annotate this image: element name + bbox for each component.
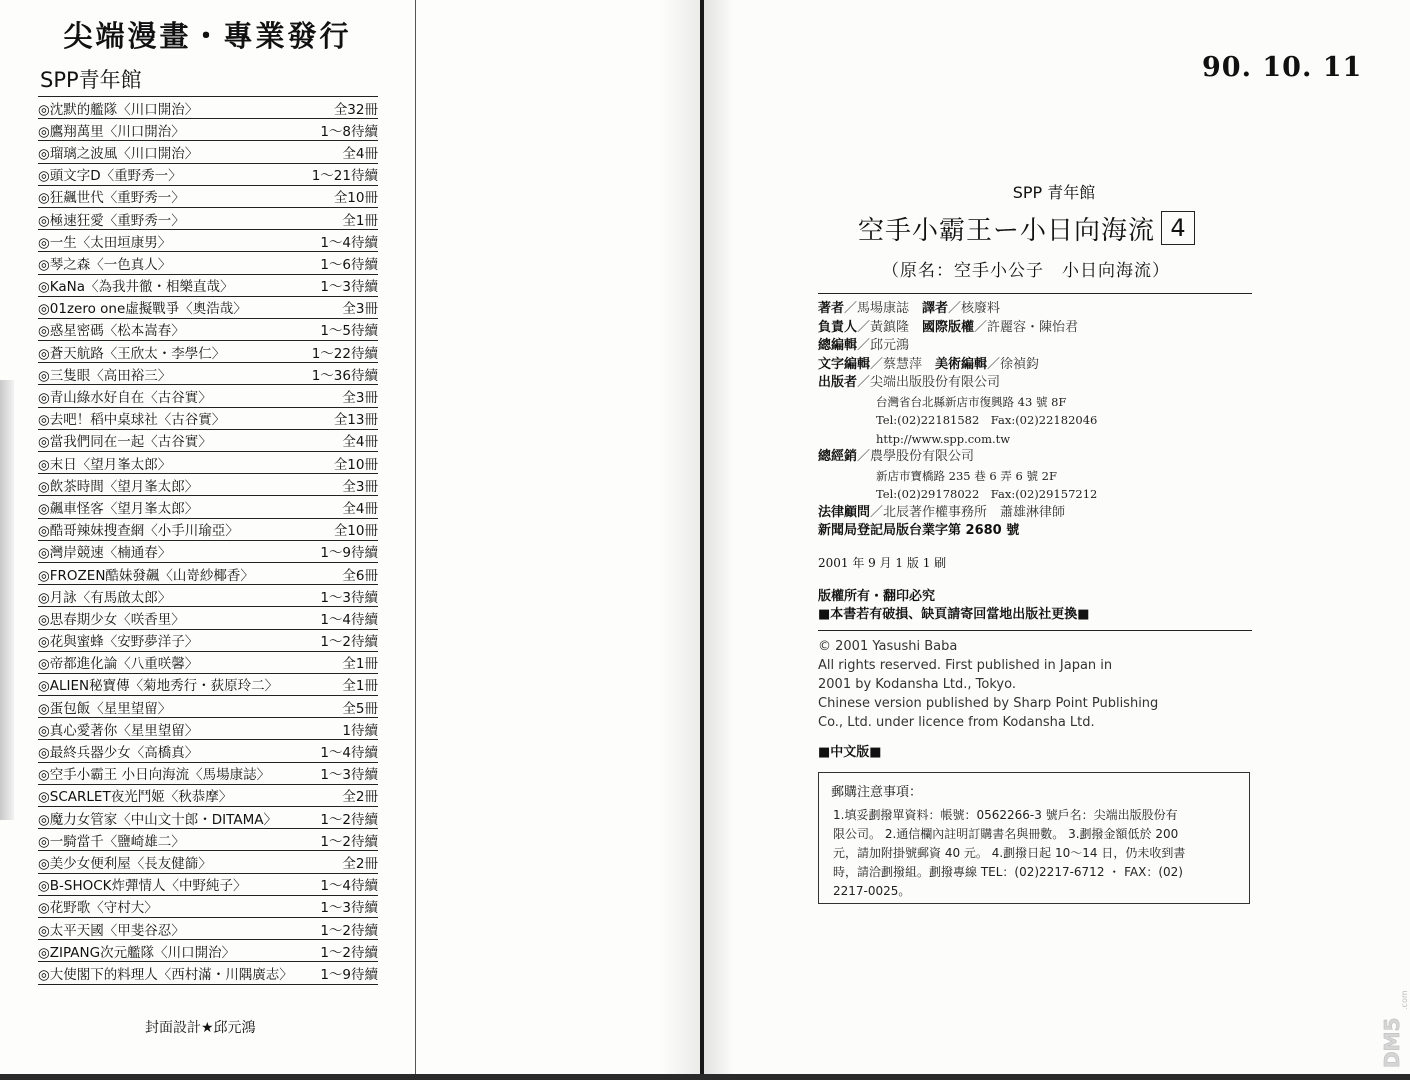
order-notice-box xyxy=(818,772,1250,904)
title-list-item xyxy=(38,385,378,407)
copyright-line: All rights reserved. First published in Japan in xyxy=(818,658,1113,673)
title-status: 全10冊 xyxy=(333,190,378,207)
credit-label: 國際版權 xyxy=(922,319,975,335)
order-notice-line: 時，請洽劃撥組。劃撥專線 TEL：(02)2217-6712 ・ FAX：(02) xyxy=(833,865,1183,879)
title-name: ◎魔力女管家〈中山文十郎・DITAMA〉 xyxy=(38,811,277,828)
title-status: 1～3待續 xyxy=(320,589,378,606)
title-name: ◎極速狂愛〈重野秀一〉 xyxy=(38,212,185,229)
title-name: ◎去吧！稻中桌球社〈古谷實〉 xyxy=(38,412,226,429)
title-list-item xyxy=(38,408,378,430)
title-status: 全32冊 xyxy=(333,101,378,118)
credit-label: 總經銷 xyxy=(818,449,858,464)
title-list-item xyxy=(38,918,378,940)
title-name: ◎蛋包飯〈星里望留〉 xyxy=(38,700,172,717)
book-title: 空手小霸王ー小日向海流 xyxy=(858,215,1156,246)
title-status: 1～22待續 xyxy=(311,345,378,362)
title-list-item xyxy=(38,319,378,341)
title-list-item xyxy=(38,785,378,807)
title-status: 1～21待續 xyxy=(311,168,378,185)
title-status: 全3冊 xyxy=(342,390,378,407)
title-list-item xyxy=(38,585,378,607)
edition-line: 2001 年 9 月 1 版 1 刷 xyxy=(818,556,947,570)
title-name: ◎KaNa〈為我井徹・相樂直哉〉 xyxy=(38,279,234,296)
title-status: 全10冊 xyxy=(333,456,378,473)
title-status: 全4冊 xyxy=(342,434,378,451)
rights-line: 版權所有・翻印必究 xyxy=(818,589,936,604)
title-name: ◎灣岸競速〈楠通春〉 xyxy=(38,545,172,562)
title-list-item xyxy=(38,541,378,563)
imprint-heading: SPP青年館 xyxy=(40,68,142,92)
order-notice-text xyxy=(833,806,1239,901)
title-name: ◎惑星密碼〈松本嵩春〉 xyxy=(38,323,185,340)
title-name: ◎美少女便利屋〈長友健篩〉 xyxy=(38,855,212,872)
title-status: 全2冊 xyxy=(342,789,378,806)
right-page xyxy=(704,0,1410,1080)
title-list-item xyxy=(38,763,378,785)
title-name: ◎花野歌〈守村大〉 xyxy=(38,900,158,917)
title-list-item xyxy=(38,718,378,740)
title-list-item xyxy=(38,452,378,474)
title-status: 全1冊 xyxy=(342,212,378,229)
title-list-item xyxy=(38,874,378,896)
title-name: ◎一騎當千〈鹽崎雄二〉 xyxy=(38,833,185,850)
original-title: （原名：空手小公子 小日向海流） xyxy=(882,261,1170,281)
gutter-shadow xyxy=(704,0,734,1080)
title-list-item xyxy=(38,740,378,762)
dm5-watermark-logo xyxy=(1369,940,1409,1070)
title-status: 全4冊 xyxy=(342,500,378,517)
title-list-item xyxy=(38,851,378,873)
title-status: 1～2待續 xyxy=(320,811,378,828)
credit-label: 美術編輯 xyxy=(935,356,988,372)
left-page xyxy=(0,0,700,1080)
credit-value: ／蔡慧萍 xyxy=(870,356,936,372)
title-status: 1～4待續 xyxy=(320,611,378,628)
title-status: 1～3待續 xyxy=(320,767,378,784)
divider xyxy=(818,630,1252,631)
distributor-address-line: Tel:(02)29178022 Fax:(02)29157212 xyxy=(876,487,1098,501)
title-list-item xyxy=(38,807,378,829)
credit-label: 譯者 xyxy=(922,301,949,316)
divider xyxy=(818,293,1252,294)
title-list-item xyxy=(38,674,378,696)
title-list-item xyxy=(38,630,378,652)
title-status: 1～4待續 xyxy=(320,878,378,895)
distributor-address-line: 新店市寶橋路 235 巷 6 弄 6 號 2F xyxy=(876,468,1057,483)
title-name: ◎月詠〈有馬啟太郎〉 xyxy=(38,589,172,606)
publisher-address-line: 台灣省台北縣新店市復興路 43 號 8F xyxy=(876,394,1067,409)
title-list-item xyxy=(38,119,378,141)
title-name: ◎SCARLET夜光鬥姬〈秋恭摩〉 xyxy=(38,789,233,806)
title-name: ◎酷哥辣妹搜查網〈小手川瑜亞〉 xyxy=(38,523,239,540)
title-name: ◎01zero one虛擬戰爭〈奧浩哉〉 xyxy=(38,301,247,318)
legal-line xyxy=(818,504,1258,523)
distributor-line xyxy=(818,448,1258,467)
imprint-label: SPP 青年館 xyxy=(1012,183,1096,202)
title-list-item xyxy=(38,696,378,718)
title-name: ◎太平天國〈甲斐谷忍〉 xyxy=(38,922,185,939)
cover-credit: 封面設計★邱元鴻 xyxy=(145,1020,256,1036)
title-list-item xyxy=(38,563,378,585)
copyright-line: Chinese version published by Sharp Point Publishing xyxy=(818,696,1159,711)
svg-text:DM5: DM5 xyxy=(1380,1017,1404,1068)
title-name: ◎大使閣下的料理人〈西村滿・川隅廣志〉 xyxy=(38,966,293,983)
title-status: 1～36待續 xyxy=(311,367,378,384)
credit-line xyxy=(818,300,1258,319)
title-status: 全3冊 xyxy=(342,301,378,318)
title-name: ◎真心愛著你〈星里望留〉 xyxy=(38,722,199,739)
chinese-edition-label: ■中文版■ xyxy=(818,745,882,760)
title-list-item xyxy=(38,829,378,851)
title-status: 1～2待續 xyxy=(320,634,378,651)
order-notice-line: 元，請加附掛號郵資 40 元。 4.劃撥日起 10～14 日，仍未收到書 xyxy=(833,846,1186,860)
title-name: ◎帝都進化論〈八重咲馨〉 xyxy=(38,656,199,673)
title-list-item xyxy=(38,164,378,186)
title-list-item xyxy=(38,363,378,385)
title-status: 1～9待續 xyxy=(320,966,378,983)
credit-value: ／徐禎鈞 xyxy=(987,356,1040,372)
title-list-item xyxy=(38,275,378,297)
credit-line xyxy=(818,337,1258,356)
title-name: ◎沈默的艦隊〈川口開治〉 xyxy=(38,101,199,118)
title-status: 全10冊 xyxy=(333,523,378,540)
title-status: 1～3待續 xyxy=(320,279,378,296)
title-status: 1～6待續 xyxy=(320,256,378,273)
credit-label: 負責人 xyxy=(818,319,858,335)
credit-label: 文字編輯 xyxy=(818,356,871,372)
title-status: 1～8待續 xyxy=(320,123,378,140)
order-notice-title: 郵購注意事項： xyxy=(831,785,923,800)
title-status: 1～3待續 xyxy=(320,900,378,917)
title-status: 全4冊 xyxy=(342,145,378,162)
title-list-item xyxy=(38,430,378,452)
title-list-item xyxy=(38,208,378,230)
title-name: ◎末日〈望月峯太郎〉 xyxy=(38,456,172,473)
title-status: 全5冊 xyxy=(342,700,378,717)
title-name: ◎狂飆世代〈重野秀一〉 xyxy=(38,190,185,207)
date-stamp: 90. 10. 11 xyxy=(1202,52,1363,83)
title-list-item xyxy=(38,186,378,208)
credit-value: ／北辰著作權事務所 蕭雄淋律師 xyxy=(870,504,1066,520)
order-notice-line: 限公司。 2.通信欄內註明訂購書名與冊數。 3.劃撥金額低於 200 xyxy=(833,827,1179,841)
credit-label: 法律顧問 xyxy=(818,504,871,520)
title-list-item xyxy=(38,141,378,163)
title-name: ◎琴之森〈一色真人〉 xyxy=(38,256,172,273)
title-status: 1～2待續 xyxy=(320,944,378,961)
title-list-item xyxy=(38,297,378,319)
main-title-row xyxy=(858,208,1195,248)
credit-line xyxy=(818,374,1258,393)
title-status: 全2冊 xyxy=(342,855,378,872)
copyright-line: © 2001 Yasushi Baba xyxy=(818,639,958,654)
title-list-item xyxy=(38,896,378,918)
title-list-item xyxy=(38,607,378,629)
credit-value: ／尖端出版股份有限公司 xyxy=(857,375,1001,390)
title-name: ◎ALIEN秘寶傳〈菊地秀行・荻原玲二〉 xyxy=(38,678,279,695)
title-name: ◎思春期少女〈咲香里〉 xyxy=(38,611,185,628)
volume-number: 4 xyxy=(1161,211,1195,245)
title-status: 1～4待續 xyxy=(320,745,378,762)
title-status: 全1冊 xyxy=(342,656,378,673)
title-list-item xyxy=(38,474,378,496)
title-name: ◎一生〈太田垣康男〉 xyxy=(38,234,172,251)
title-status: 1待續 xyxy=(342,722,378,739)
publisher-address-line: Tel:(02)22181582 Fax:(02)22182046 xyxy=(876,413,1098,427)
rights-note: ■本書若有破損、缺頁請寄回當地出版社更換■ xyxy=(818,607,1090,622)
credit-value: ／許麗容・陳怡君 xyxy=(974,319,1079,335)
credit-value: ／黃鎮隆 xyxy=(857,319,923,335)
title-status: 全6冊 xyxy=(342,567,378,584)
title-list-item xyxy=(38,940,378,962)
title-name: ◎空手小霸王 小日向海流〈馬場康誌〉 xyxy=(38,767,271,784)
title-list-item xyxy=(38,519,378,541)
publisher-address-line: http://www.spp.com.tw xyxy=(876,431,1011,446)
title-name: ◎三隻眼〈高田裕三〉 xyxy=(38,367,172,384)
title-status: 全1冊 xyxy=(342,678,378,695)
credit-label: 出版者 xyxy=(818,375,858,390)
copyright-block xyxy=(818,637,1258,732)
order-notice-line: 1.填妥劃撥單資料：帳號：0562266-3 號戶名：尖端出版股份有 xyxy=(833,808,1178,822)
title-list-item xyxy=(38,97,378,119)
title-name: ◎ZIPANG次元艦隊〈川口開治〉 xyxy=(38,944,236,961)
gutter-shadow xyxy=(660,0,704,1080)
title-status: 1～9待續 xyxy=(320,545,378,562)
title-name: ◎青山綠水好自在〈古谷實〉 xyxy=(38,390,212,407)
credit-value: ／馬場康誌 xyxy=(844,301,923,316)
copyright-line: 2001 by Kodansha Ltd., Tokyo. xyxy=(818,677,1016,692)
title-name: ◎最終兵器少女〈高橋真〉 xyxy=(38,745,199,762)
svg-text:.com: .com xyxy=(1400,990,1409,1010)
title-list-item xyxy=(38,341,378,363)
title-name: ◎花與蜜蜂〈安野夢洋子〉 xyxy=(38,634,199,651)
fold-line xyxy=(415,0,416,1080)
credit-label: 著者 xyxy=(818,301,845,316)
credit-label: 總編輯 xyxy=(818,338,858,353)
title-name: ◎鷹翔萬里〈川口開治〉 xyxy=(38,123,185,140)
title-list-item xyxy=(38,496,378,518)
credit-value: ／邱元鴻 xyxy=(857,338,910,353)
scan-edge xyxy=(0,1074,1410,1080)
title-status: 1～5待續 xyxy=(320,323,378,340)
title-list-item xyxy=(38,252,378,274)
title-status: 1～2待續 xyxy=(320,833,378,850)
title-status: 全3冊 xyxy=(342,478,378,495)
title-status: 1～4待續 xyxy=(320,234,378,251)
title-status: 全13冊 xyxy=(333,412,378,429)
page-edge-shadow xyxy=(0,380,14,820)
title-status: 1～2待續 xyxy=(320,922,378,939)
title-list-item xyxy=(38,962,378,984)
title-list-item xyxy=(38,230,378,252)
title-name: ◎瑠璃之波風〈川口開治〉 xyxy=(38,145,199,162)
title-name: ◎FROZEN酷妹發飆〈山嵜紗椰香〉 xyxy=(38,567,254,584)
credits-block xyxy=(818,300,1258,541)
title-name: ◎頭文字D〈重野秀一〉 xyxy=(38,168,182,185)
credit-value: ／農學股份有限公司 xyxy=(857,449,975,464)
credit-line xyxy=(818,319,1258,338)
title-name: ◎當我們同在一起〈古谷實〉 xyxy=(38,434,212,451)
credit-value: ／核廢料 xyxy=(948,301,1001,316)
title-name: ◎蒼天航路〈王欣太・李學仁〉 xyxy=(38,345,226,362)
title-name: ◎飆車怪客〈望月峯太郎〉 xyxy=(38,500,199,517)
copyright-line: Co., Ltd. under licence from Kodansha Ltd. xyxy=(818,715,1095,730)
title-name: ◎B-SHOCK炸彈情人〈中野純子〉 xyxy=(38,878,247,895)
registration-line: 新聞局登記局版台業字第 2680 號 xyxy=(818,523,1020,538)
title-list-item xyxy=(38,652,378,674)
credit-line xyxy=(818,356,1258,375)
title-list xyxy=(38,96,378,985)
promo-title: 尖端漫畫・專業發行 xyxy=(63,19,352,53)
order-notice-line: 2217-0025。 xyxy=(833,884,911,898)
title-name: ◎飲茶時間〈望月峯太郎〉 xyxy=(38,478,199,495)
